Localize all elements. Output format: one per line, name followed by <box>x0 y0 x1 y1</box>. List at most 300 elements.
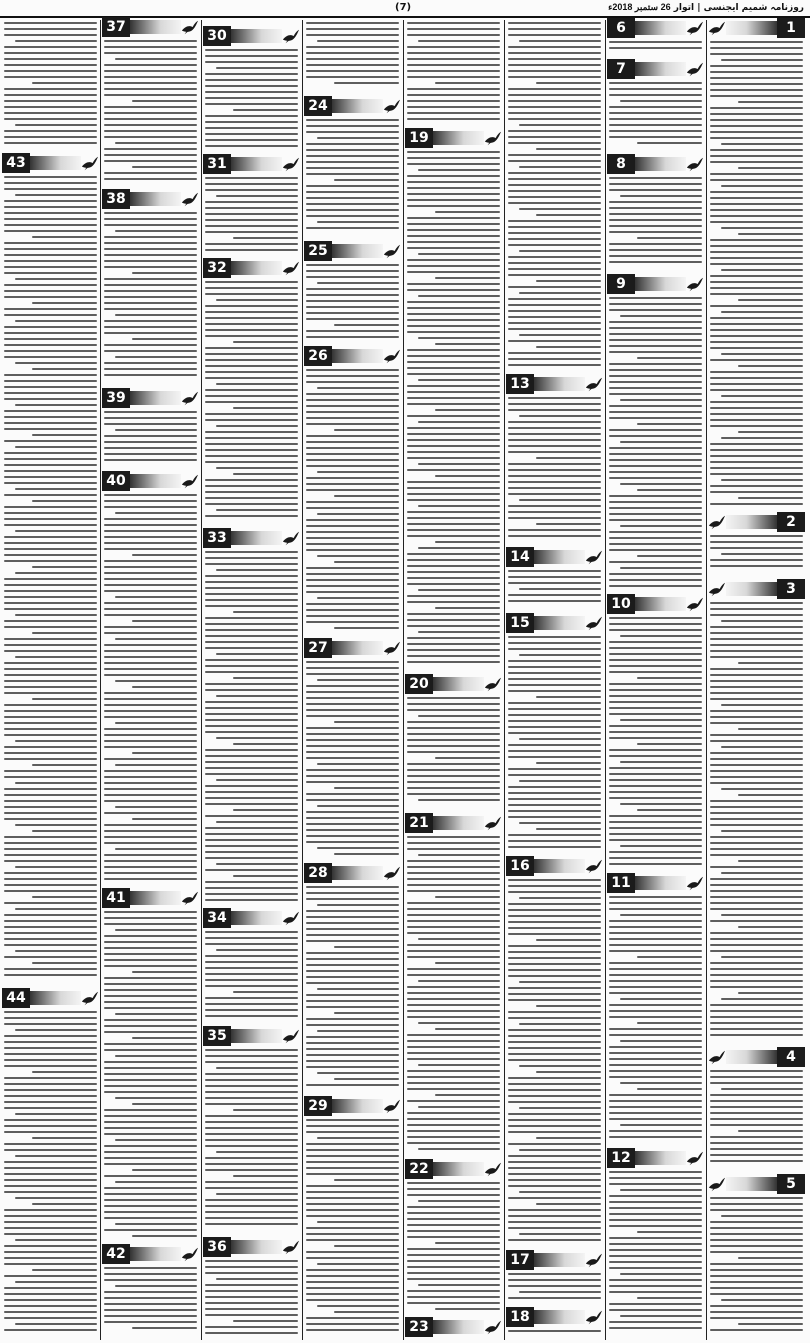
text-line <box>407 523 500 525</box>
text-line <box>710 1100 803 1102</box>
text-line <box>710 824 803 826</box>
bird-icon <box>181 1245 199 1263</box>
text-line <box>609 653 702 655</box>
text-line <box>104 1001 197 1003</box>
text-line <box>306 306 399 308</box>
text-line <box>609 1004 702 1006</box>
text-line <box>104 923 197 925</box>
article-number: 9 <box>607 274 635 294</box>
text-line <box>508 792 601 794</box>
text-line <box>32 434 97 436</box>
text-line <box>418 854 500 856</box>
tag-gradient-bar <box>534 377 585 391</box>
text-line <box>205 1163 298 1165</box>
text-line <box>306 1227 399 1229</box>
text-line <box>418 938 500 940</box>
text-line <box>407 1076 500 1078</box>
text-line <box>609 755 702 757</box>
text-line <box>4 106 97 108</box>
text-line <box>508 262 601 264</box>
text-line <box>738 1323 803 1325</box>
text-line <box>407 451 500 453</box>
text-line <box>508 993 601 995</box>
text-line <box>609 1010 702 1012</box>
text-line <box>609 617 702 619</box>
text-line <box>609 1291 702 1293</box>
text-line <box>609 327 702 329</box>
text-line <box>317 988 399 990</box>
text-line <box>306 336 399 338</box>
text-line <box>4 638 97 640</box>
text-line <box>508 34 601 36</box>
text-line <box>4 860 97 862</box>
text-line <box>609 47 702 49</box>
text-line <box>620 195 702 197</box>
text-line <box>317 1030 399 1032</box>
text-line <box>306 185 399 187</box>
text-line <box>536 457 601 459</box>
tag-gradient-bar <box>231 261 282 275</box>
text-line <box>306 399 399 401</box>
text-line <box>609 177 702 179</box>
tag-gradient-bar <box>534 1310 585 1324</box>
text-line <box>710 1148 803 1150</box>
text-line <box>508 648 601 650</box>
text-line <box>306 892 399 894</box>
text-line <box>508 397 601 399</box>
text-line <box>205 1009 298 1011</box>
bird-icon <box>181 18 199 36</box>
text-line <box>407 775 500 777</box>
text-line <box>306 976 399 978</box>
text-line <box>710 608 803 610</box>
text-line <box>216 863 298 865</box>
text-line <box>435 343 500 345</box>
text-line <box>508 1173 601 1175</box>
bird-icon <box>383 639 401 657</box>
article-body <box>205 281 298 525</box>
text-line <box>104 584 197 586</box>
text-line <box>536 280 601 282</box>
text-line <box>407 1248 500 1250</box>
text-line <box>306 567 399 569</box>
text-line <box>306 203 399 205</box>
text-line <box>216 737 298 739</box>
text-line <box>407 781 500 783</box>
text-line <box>710 293 803 295</box>
text-line <box>609 647 702 649</box>
text-line <box>508 1017 601 1019</box>
article-number-tag <box>405 1158 502 1180</box>
text-line <box>306 1173 399 1175</box>
text-line <box>508 433 601 435</box>
text-line <box>205 641 298 643</box>
text-line <box>205 665 298 667</box>
text-line <box>115 929 197 931</box>
text-line <box>508 933 601 935</box>
text-line <box>104 1019 197 1021</box>
text-line <box>4 1017 97 1019</box>
text-line <box>306 131 399 133</box>
text-line <box>32 236 97 238</box>
text-line <box>4 686 97 688</box>
text-line <box>407 241 500 243</box>
text-line <box>317 763 399 765</box>
text-line <box>205 671 298 673</box>
text-line <box>609 94 702 96</box>
text-line <box>710 986 803 988</box>
article-number: 32 <box>203 258 231 278</box>
text-line <box>407 625 500 627</box>
text-line <box>306 1269 399 1271</box>
article-body <box>4 176 97 985</box>
text-line <box>508 846 601 848</box>
article-body <box>4 22 97 150</box>
article-number-tag <box>203 153 300 175</box>
article-body <box>508 1330 601 1338</box>
text-line <box>334 429 399 431</box>
text-line <box>104 1085 197 1087</box>
text-line <box>205 1145 298 1147</box>
text-line <box>205 79 298 81</box>
tag-gradient-bar <box>433 677 484 691</box>
text-line <box>205 1217 298 1219</box>
text-line <box>4 1053 97 1055</box>
text-line <box>205 353 298 355</box>
article-number: 18 <box>506 1307 534 1327</box>
text-line <box>418 631 500 633</box>
text-line <box>104 308 197 310</box>
text-line <box>205 139 298 141</box>
text-line <box>205 857 298 859</box>
text-line <box>306 70 399 72</box>
text-line <box>306 1281 399 1283</box>
article-number-tag <box>102 188 199 210</box>
text-line <box>609 447 702 449</box>
text-line <box>4 1311 97 1313</box>
text-line <box>132 1327 197 1329</box>
text-line <box>710 1034 803 1036</box>
text-line <box>721 143 803 145</box>
text-line <box>205 1205 298 1207</box>
text-line <box>306 143 399 145</box>
text-line <box>519 822 601 824</box>
text-line <box>508 154 601 156</box>
text-line <box>4 52 97 54</box>
text-line <box>536 696 601 698</box>
text-line <box>205 755 298 757</box>
text-line <box>104 842 197 844</box>
article-body <box>508 570 601 610</box>
article-number: 12 <box>607 1148 635 1168</box>
article-number-tag <box>506 373 603 395</box>
text-line <box>205 323 298 325</box>
text-line <box>710 980 803 982</box>
text-line <box>4 854 97 856</box>
text-line <box>721 59 803 61</box>
text-line <box>609 106 702 108</box>
text-line <box>508 487 601 489</box>
text-line <box>508 987 601 989</box>
text-line <box>710 203 803 205</box>
text-line <box>508 232 601 234</box>
text-line <box>4 1317 97 1319</box>
text-line <box>710 503 803 505</box>
text-line <box>104 836 197 838</box>
article-body <box>104 411 197 468</box>
text-line <box>104 154 197 156</box>
bird-icon <box>484 1160 502 1178</box>
text-line <box>609 88 702 90</box>
text-line <box>4 770 97 772</box>
article-body <box>104 1267 197 1338</box>
text-line <box>738 728 803 730</box>
article-body <box>609 617 702 870</box>
text-line <box>205 485 298 487</box>
text-line <box>15 656 97 658</box>
text-line <box>620 719 702 721</box>
text-line <box>721 437 803 439</box>
text-line <box>710 668 803 670</box>
text-line <box>4 650 97 652</box>
text-line <box>710 1269 803 1271</box>
text-line <box>104 148 197 150</box>
article-body <box>508 879 601 1247</box>
text-line <box>104 542 197 544</box>
text-line <box>216 509 298 511</box>
text-line <box>104 1157 197 1159</box>
text-line <box>306 543 399 545</box>
text-line <box>104 1187 197 1189</box>
text-line <box>407 427 500 429</box>
text-line <box>334 82 399 84</box>
text-line <box>104 1267 197 1269</box>
text-line <box>407 571 500 573</box>
text-line <box>132 1169 197 1171</box>
text-line <box>407 848 500 850</box>
text-line <box>710 638 803 640</box>
article-number: 26 <box>304 346 332 366</box>
text-line <box>205 689 298 691</box>
text-line <box>306 465 399 467</box>
text-line <box>216 1151 298 1153</box>
text-line <box>104 248 197 250</box>
text-line <box>4 584 97 586</box>
text-line <box>508 52 601 54</box>
text-line <box>306 952 399 954</box>
text-line <box>205 563 298 565</box>
text-line <box>334 946 399 948</box>
text-line <box>407 763 500 765</box>
text-line <box>609 749 702 751</box>
text-line <box>407 866 500 868</box>
text-line <box>104 459 197 461</box>
text-line <box>710 215 803 217</box>
text-line <box>104 626 197 628</box>
text-line <box>4 290 97 292</box>
text-line <box>4 206 97 208</box>
text-line <box>407 950 500 952</box>
text-line <box>104 716 197 718</box>
text-line <box>306 312 399 314</box>
text-line <box>306 537 399 539</box>
text-line <box>205 719 298 721</box>
text-line <box>710 83 803 85</box>
text-line <box>407 968 500 970</box>
text-line <box>609 629 702 631</box>
text-line <box>407 457 500 459</box>
text-line <box>4 118 97 120</box>
text-line <box>508 684 601 686</box>
text-line <box>508 1029 601 1031</box>
text-line <box>4 512 97 514</box>
text-line <box>4 130 97 132</box>
article-number: 40 <box>102 471 130 491</box>
text-line <box>508 1209 601 1211</box>
text-line <box>205 551 298 553</box>
text-line <box>407 76 500 78</box>
text-line <box>104 1049 197 1051</box>
text-line <box>407 878 500 880</box>
text-line <box>710 239 803 241</box>
text-line <box>710 908 803 910</box>
text-line <box>205 1266 298 1268</box>
text-line <box>306 1018 399 1020</box>
text-line <box>710 1293 803 1295</box>
text-line <box>205 73 298 75</box>
text-line <box>710 650 803 652</box>
text-line <box>407 914 500 916</box>
text-line <box>306 1143 399 1145</box>
text-line <box>407 229 500 231</box>
text-line <box>115 1055 197 1057</box>
text-line <box>609 725 702 727</box>
text-line <box>4 176 97 178</box>
text-line <box>233 109 298 111</box>
bird-icon <box>81 989 99 1007</box>
bird-icon <box>585 857 603 875</box>
text-line <box>115 1285 197 1287</box>
text-line <box>508 1089 601 1091</box>
text-line <box>738 299 803 301</box>
text-line <box>609 827 702 829</box>
text-line <box>609 797 702 799</box>
text-line <box>205 61 298 63</box>
text-line <box>609 986 702 988</box>
text-line <box>710 812 803 814</box>
text-line <box>205 785 298 787</box>
text-line <box>508 46 601 48</box>
text-line <box>407 793 500 795</box>
text-line <box>508 364 601 366</box>
text-line <box>508 1273 601 1275</box>
bird-icon <box>383 97 401 115</box>
text-line <box>104 106 197 108</box>
text-line <box>407 1254 500 1256</box>
text-line <box>4 746 97 748</box>
text-line <box>710 245 803 247</box>
text-line <box>710 341 803 343</box>
text-line <box>609 992 702 994</box>
tag-gradient-bar <box>332 349 383 363</box>
text-line <box>519 588 601 590</box>
text-line <box>4 1011 97 1013</box>
text-line <box>233 1320 298 1322</box>
text-line <box>4 716 97 718</box>
text-line <box>4 392 97 394</box>
article-number-tag <box>708 1173 805 1195</box>
text-line <box>508 475 601 477</box>
text-line <box>205 1260 298 1262</box>
column-rule <box>302 20 303 1340</box>
text-line <box>104 506 197 508</box>
text-line <box>4 752 97 754</box>
text-line <box>609 950 702 952</box>
text-line <box>710 1209 803 1211</box>
article-number-tag <box>304 240 401 262</box>
tag-gradient-bar <box>726 582 777 596</box>
text-line <box>306 703 399 705</box>
article-body <box>306 369 399 635</box>
text-line <box>115 58 197 60</box>
text-line <box>306 934 399 936</box>
text-line <box>609 429 702 431</box>
text-line <box>710 920 803 922</box>
text-line <box>4 374 97 376</box>
text-line <box>306 507 399 509</box>
text-line <box>609 938 702 940</box>
text-line <box>710 221 803 223</box>
text-line <box>4 112 97 114</box>
text-line <box>620 1315 702 1317</box>
text-line <box>32 500 97 502</box>
text-line <box>216 383 298 385</box>
text-line <box>407 223 500 225</box>
text-line <box>132 752 197 754</box>
text-line <box>609 549 702 551</box>
text-line <box>15 362 97 364</box>
text-line <box>508 951 601 953</box>
text-line <box>609 1106 702 1108</box>
text-line <box>620 1273 702 1275</box>
text-line <box>508 286 601 288</box>
article-number: 24 <box>304 96 332 116</box>
text-line <box>536 1137 601 1139</box>
text-line <box>508 172 601 174</box>
text-line <box>306 155 399 157</box>
text-line <box>609 1094 702 1096</box>
text-line <box>104 218 197 220</box>
text-line <box>104 1067 197 1069</box>
article-number-tag <box>405 812 502 834</box>
text-line <box>4 94 97 96</box>
text-line <box>205 961 298 963</box>
text-line <box>519 1107 601 1109</box>
text-line <box>15 194 97 196</box>
text-line <box>508 774 601 776</box>
text-line <box>306 1000 399 1002</box>
text-line <box>418 1106 500 1108</box>
bird-icon <box>585 375 603 393</box>
text-line <box>609 1219 702 1221</box>
text-line <box>620 525 702 527</box>
text-line <box>710 1287 803 1289</box>
text-line <box>15 1197 97 1199</box>
text-line <box>508 481 601 483</box>
text-line <box>710 173 803 175</box>
text-line <box>609 345 702 347</box>
text-line <box>609 1028 702 1030</box>
